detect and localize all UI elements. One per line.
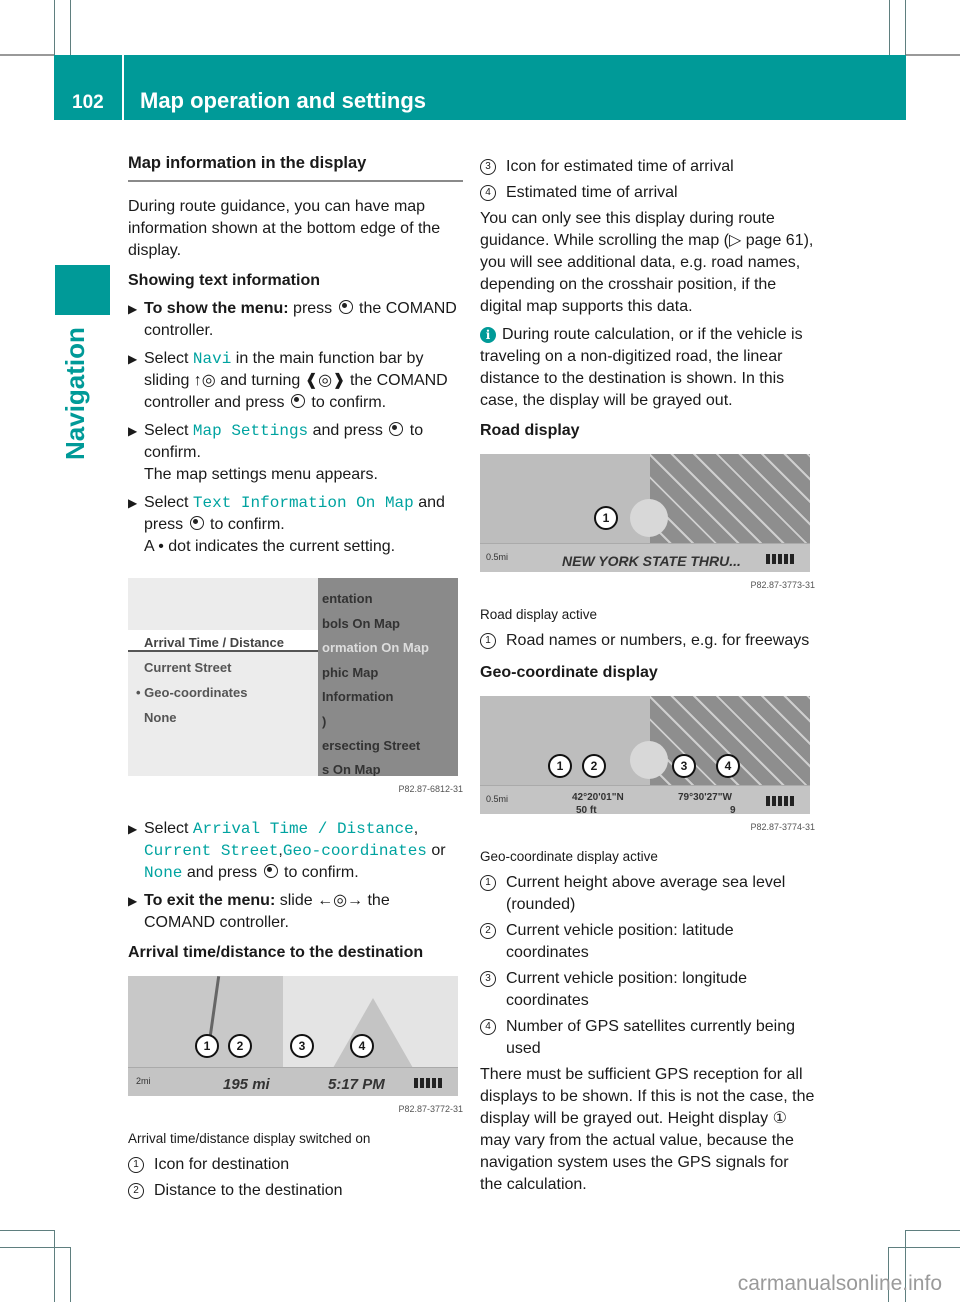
map-blocks (650, 454, 810, 544)
step (128, 818, 463, 884)
crop-mark (0, 1247, 71, 1248)
step-text: to confirm. (306, 394, 387, 411)
menu-code: Current Street (144, 842, 279, 860)
legend-text: Estimated time of arrival (506, 184, 678, 201)
right-column (480, 156, 815, 1202)
section-title: Map information in the display (128, 152, 463, 182)
callout-2: 2 (582, 754, 606, 778)
step-bold: To exit the menu: (144, 892, 276, 909)
press-controller-icon (291, 394, 305, 408)
info-text: During route calculation, or if the vehicle is traveling on a non-digitized road, the linear distance to the destination is shown. In this case, the display will be grayed out. (480, 326, 803, 409)
legend-number: 2 (128, 1183, 144, 1199)
callout-1: 1 (548, 754, 572, 778)
figure-caption: Arrival time/distance display switched on (128, 1131, 371, 1146)
callout-3: 3 (672, 754, 696, 778)
callout-3: 3 (290, 1034, 314, 1058)
legend-item (480, 872, 815, 916)
figure-code: P82.87-3774-31 (750, 822, 815, 832)
menu-code: Arrival Time / Distance (192, 820, 414, 838)
legend-text: Current vehicle position: latitude coordinates (506, 922, 734, 961)
step-text: Select (144, 422, 193, 439)
step-text: press (288, 300, 337, 317)
menu-item: ) (322, 714, 327, 729)
step (128, 420, 463, 486)
step-text: to confirm. (279, 864, 359, 881)
body-text: There must be sufficient GPS reception for all displays to be shown. If this is not the case, the display will be grayed out. Height display ① may vary from the actual value, because the navigation system uses the GPS signals for the calculation. (480, 1066, 815, 1193)
road-name: NEW YORK STATE THRU... (562, 553, 741, 569)
info-note (480, 324, 815, 412)
step-text: and press (144, 494, 445, 533)
step-bold: To show the menu: (144, 300, 289, 317)
menu-item: None (144, 710, 177, 725)
legend-number: 1 (480, 633, 496, 649)
crop-mark (888, 1247, 960, 1248)
route-line (209, 976, 220, 1036)
legend-number: 3 (480, 159, 496, 175)
step-arrow-icon: ▶ (128, 424, 138, 438)
chapter-label: Navigation (60, 327, 90, 460)
step-text: and press (182, 864, 262, 881)
step-text: the COMAND controller. (144, 300, 457, 339)
crop-mark (54, 0, 55, 55)
crop-mark (0, 1230, 55, 1231)
crop-mark (54, 1230, 55, 1302)
intro-text: During route guidance, you can have map information shown at the bottom edge of the display. (128, 198, 441, 259)
menu-item: ersecting Street (322, 738, 421, 753)
step-arrow-icon: ▶ (128, 496, 138, 510)
height-value: 50 ft (576, 805, 597, 814)
menu-code: None (144, 864, 183, 882)
legend-item (128, 1180, 463, 1202)
figure-code: P82.87-6812-31 (398, 784, 463, 794)
step-text: Select (144, 820, 193, 837)
subheading: Road display (480, 422, 580, 439)
distance-value: 195 mi (223, 1076, 270, 1093)
subheading: Geo-coordinate display (480, 664, 658, 681)
crop-mark (0, 54, 54, 56)
legend-text: Icon for destination (154, 1156, 290, 1173)
status-bar (128, 1067, 458, 1096)
callout-1: 1 (195, 1034, 219, 1058)
step-arrow-icon: ▶ (128, 352, 138, 366)
menu-item: Information (322, 689, 394, 704)
legend-item (480, 156, 815, 178)
legend-text: Number of GPS satellites currently being used (506, 1018, 796, 1057)
gps-signal-icon (414, 1078, 444, 1088)
status-bar (480, 543, 810, 572)
menu-item: • Geo-coordinates (136, 685, 248, 700)
step-arrow-icon: ▶ (128, 302, 138, 316)
step (128, 298, 463, 342)
legend-item (480, 920, 815, 964)
gps-signal-icon (766, 554, 796, 564)
menu-code: Text Information On Map (192, 494, 414, 512)
menu-item: phic Map (322, 665, 379, 680)
crop-mark (906, 54, 960, 56)
menu-item: Current Street (144, 660, 232, 675)
legend-text: Icon for estimated time of arrival (506, 158, 734, 175)
step-text: , (413, 820, 419, 837)
press-controller-icon (339, 300, 353, 314)
legend-number: 2 (480, 923, 496, 939)
arrival-display-screenshot (128, 976, 458, 1096)
menu-item: ormation On Map (322, 640, 429, 655)
press-controller-icon (190, 516, 204, 530)
subheading: Arrival time/distance to the destination (128, 944, 424, 961)
legend-number: 1 (480, 875, 496, 891)
step-text: slide ←◎→ the COMAND controller. (144, 892, 390, 931)
callout-1: 1 (594, 506, 618, 530)
press-controller-icon (264, 864, 278, 878)
step-result: The map settings menu appears. (144, 466, 378, 483)
step-text: or (426, 842, 446, 859)
step-arrow-icon: ▶ (128, 894, 138, 908)
legend-item (480, 968, 815, 1012)
legend-item (480, 630, 815, 652)
crop-mark (905, 0, 906, 55)
scale-label: 2mi (136, 1076, 151, 1086)
latitude-value: 42°20'01"N (572, 792, 624, 803)
dot-note: A • dot indicates the current setting. (144, 538, 396, 555)
step (128, 890, 463, 934)
menu-code: Map Settings (192, 422, 309, 440)
map-triangle (333, 998, 413, 1068)
legend-text: Current vehicle position: longitude coordinates (506, 970, 748, 1009)
legend-text: Road names or numbers, e.g. for freeways (506, 632, 810, 649)
figure-code: P82.87-3772-31 (398, 1104, 463, 1114)
legend-text: Current height above average sea level (rounded) (506, 874, 786, 913)
crop-mark (70, 0, 71, 55)
legend-number: 1 (128, 1157, 144, 1173)
gps-signal-icon (766, 796, 796, 806)
step-text: in the main function bar by sliding ↑◎ and turning ❰◎❱ the COMAND controller and press (144, 350, 448, 411)
menu-code: Geo-coordinates (282, 842, 427, 860)
step-text: Select (144, 494, 193, 511)
vehicle-position-circle (630, 741, 668, 779)
figure-caption: Geo-coordinate display active (480, 849, 658, 864)
step-text: to confirm. (144, 422, 424, 461)
step-text: Select (144, 350, 193, 367)
info-icon: i (480, 327, 496, 343)
crop-mark (889, 0, 890, 55)
left-column (128, 152, 463, 1206)
page-number: 102 (72, 92, 104, 113)
callout-4: 4 (716, 754, 740, 778)
scale-label: 0.5mi (486, 794, 509, 804)
arrival-time-value: 5:17 PM (328, 1076, 385, 1093)
figure-caption: Road display active (480, 607, 598, 622)
legend-item (480, 1016, 815, 1060)
callout-2: 2 (228, 1034, 252, 1058)
legend-item (480, 182, 815, 204)
legend-number: 4 (480, 1019, 496, 1035)
menu-code: Navi (192, 350, 232, 368)
watermark[interactable]: carmanualsonline.info (737, 1272, 942, 1295)
menu-item: entation (322, 591, 373, 606)
chapter-tab (55, 265, 110, 315)
step-text: and press (308, 422, 388, 439)
step (128, 492, 463, 558)
press-controller-icon (389, 422, 403, 436)
subheading: Showing text information (128, 272, 320, 289)
step (128, 348, 463, 414)
vehicle-position-circle (630, 499, 668, 537)
legend-number: 3 (480, 971, 496, 987)
body-text: You can only see this display during route guidance. While scrolling the map (▷ page 61), you will see additional data, e.g. road names, depending on the crosshair position, if the digital map supports this data. (480, 210, 814, 315)
menu-item: s On Map (322, 762, 381, 776)
status-bar (480, 785, 810, 814)
step-text: to confirm. (205, 516, 285, 533)
menu-screenshot (128, 578, 458, 776)
longitude-value: 79°30'27"W (678, 792, 732, 803)
geo-display-screenshot (480, 696, 810, 814)
step-arrow-icon: ▶ (128, 822, 138, 836)
legend-item (128, 1154, 463, 1176)
menu-item: bols On Map (322, 616, 400, 631)
legend-text: Distance to the destination (154, 1182, 343, 1199)
satellite-count: 9 (730, 805, 736, 814)
road-display-screenshot (480, 454, 810, 572)
crop-mark (905, 1230, 960, 1231)
page-title: Map operation and settings (140, 88, 427, 113)
callout-4: 4 (350, 1034, 374, 1058)
figure-code: P82.87-3773-31 (750, 580, 815, 590)
step-text: , (278, 842, 283, 859)
crop-mark (70, 1247, 71, 1302)
menu-item: Arrival Time / Distance (144, 635, 284, 650)
legend-number: 4 (480, 185, 496, 201)
scale-label: 0.5mi (486, 552, 509, 562)
